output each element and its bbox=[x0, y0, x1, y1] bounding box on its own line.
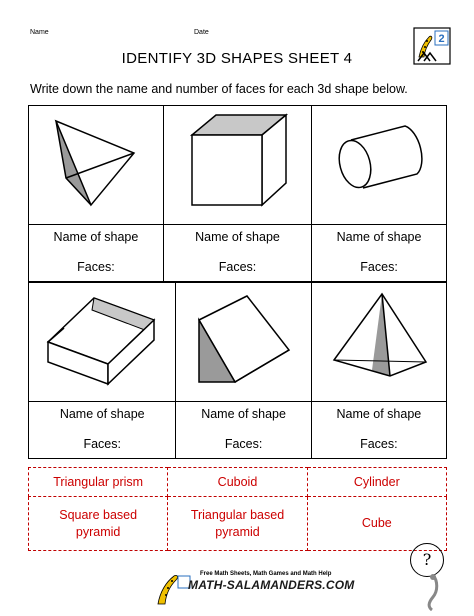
answer-cell[interactable] bbox=[176, 402, 311, 459]
answer-option-line: Square based bbox=[59, 507, 138, 522]
triangular-prism-icon bbox=[189, 290, 299, 390]
answer-option-line: pyramid bbox=[75, 524, 121, 539]
answer-bank bbox=[28, 467, 447, 551]
square-pyramid-icon bbox=[324, 290, 434, 390]
faces-label: Faces: bbox=[218, 260, 257, 274]
footer-tagline: Free Math Sheets, Math Games and Math Help bbox=[200, 571, 332, 577]
faces-label: Faces: bbox=[77, 260, 115, 274]
cylinder-icon bbox=[329, 118, 429, 208]
faces-label: Faces: bbox=[83, 437, 121, 451]
help-icon[interactable]: ? bbox=[410, 543, 444, 577]
answer-option bbox=[29, 497, 168, 551]
name-of-shape-label: Name of shape bbox=[201, 407, 286, 421]
shapes-grid-top bbox=[28, 105, 447, 282]
instructions: Write down the name and number of faces for each 3d shape below. bbox=[30, 82, 408, 96]
answer-option: Cylinder bbox=[307, 468, 446, 497]
name-of-shape-label: Name of shape bbox=[195, 230, 280, 244]
answer-option-line: Cube bbox=[361, 516, 392, 530]
shape-cell bbox=[29, 283, 176, 402]
name-of-shape-label: Name of shape bbox=[53, 230, 139, 244]
answer-cell[interactable] bbox=[312, 225, 447, 282]
shape-cell bbox=[312, 106, 447, 225]
faces-label: Faces: bbox=[224, 437, 263, 451]
answer-option: Triangular prism bbox=[29, 468, 168, 497]
shape-cell bbox=[29, 106, 164, 225]
answer-cell[interactable] bbox=[29, 225, 164, 282]
triangular-pyramid-icon bbox=[46, 113, 146, 213]
answer-option bbox=[168, 497, 307, 551]
shape-cell bbox=[176, 283, 311, 402]
salamander-footer-logo bbox=[152, 570, 192, 608]
answer-cell[interactable] bbox=[163, 225, 311, 282]
answer-cell[interactable] bbox=[29, 402, 176, 459]
name-of-shape-label: Name of shape bbox=[336, 407, 422, 421]
faces-label: Faces: bbox=[360, 437, 398, 451]
footer-site-name[interactable]: MATH-SALAMANDERS.COM bbox=[188, 578, 355, 592]
salamander-figure-icon bbox=[420, 573, 446, 611]
shape-cell bbox=[163, 106, 311, 225]
answer-option-line: Triangular based bbox=[190, 507, 285, 522]
answer-option-line: pyramid bbox=[215, 524, 260, 539]
answer-cell[interactable] bbox=[311, 402, 446, 459]
shapes-grid-bottom bbox=[28, 282, 447, 459]
date-label: Date bbox=[194, 29, 209, 36]
faces-label: Faces: bbox=[360, 260, 398, 274]
cube-icon bbox=[42, 292, 162, 387]
answer-option: Cuboid bbox=[168, 468, 307, 497]
name-of-shape-label: Name of shape bbox=[336, 230, 422, 244]
shape-cell bbox=[311, 283, 446, 402]
name-of-shape-label: Name of shape bbox=[59, 407, 145, 421]
name-label: Name bbox=[30, 29, 49, 36]
grade-badge: 2 bbox=[438, 33, 445, 45]
cuboid-icon bbox=[182, 113, 292, 213]
page-title: IDENTIFY 3D SHAPES SHEET 4 bbox=[121, 50, 353, 67]
